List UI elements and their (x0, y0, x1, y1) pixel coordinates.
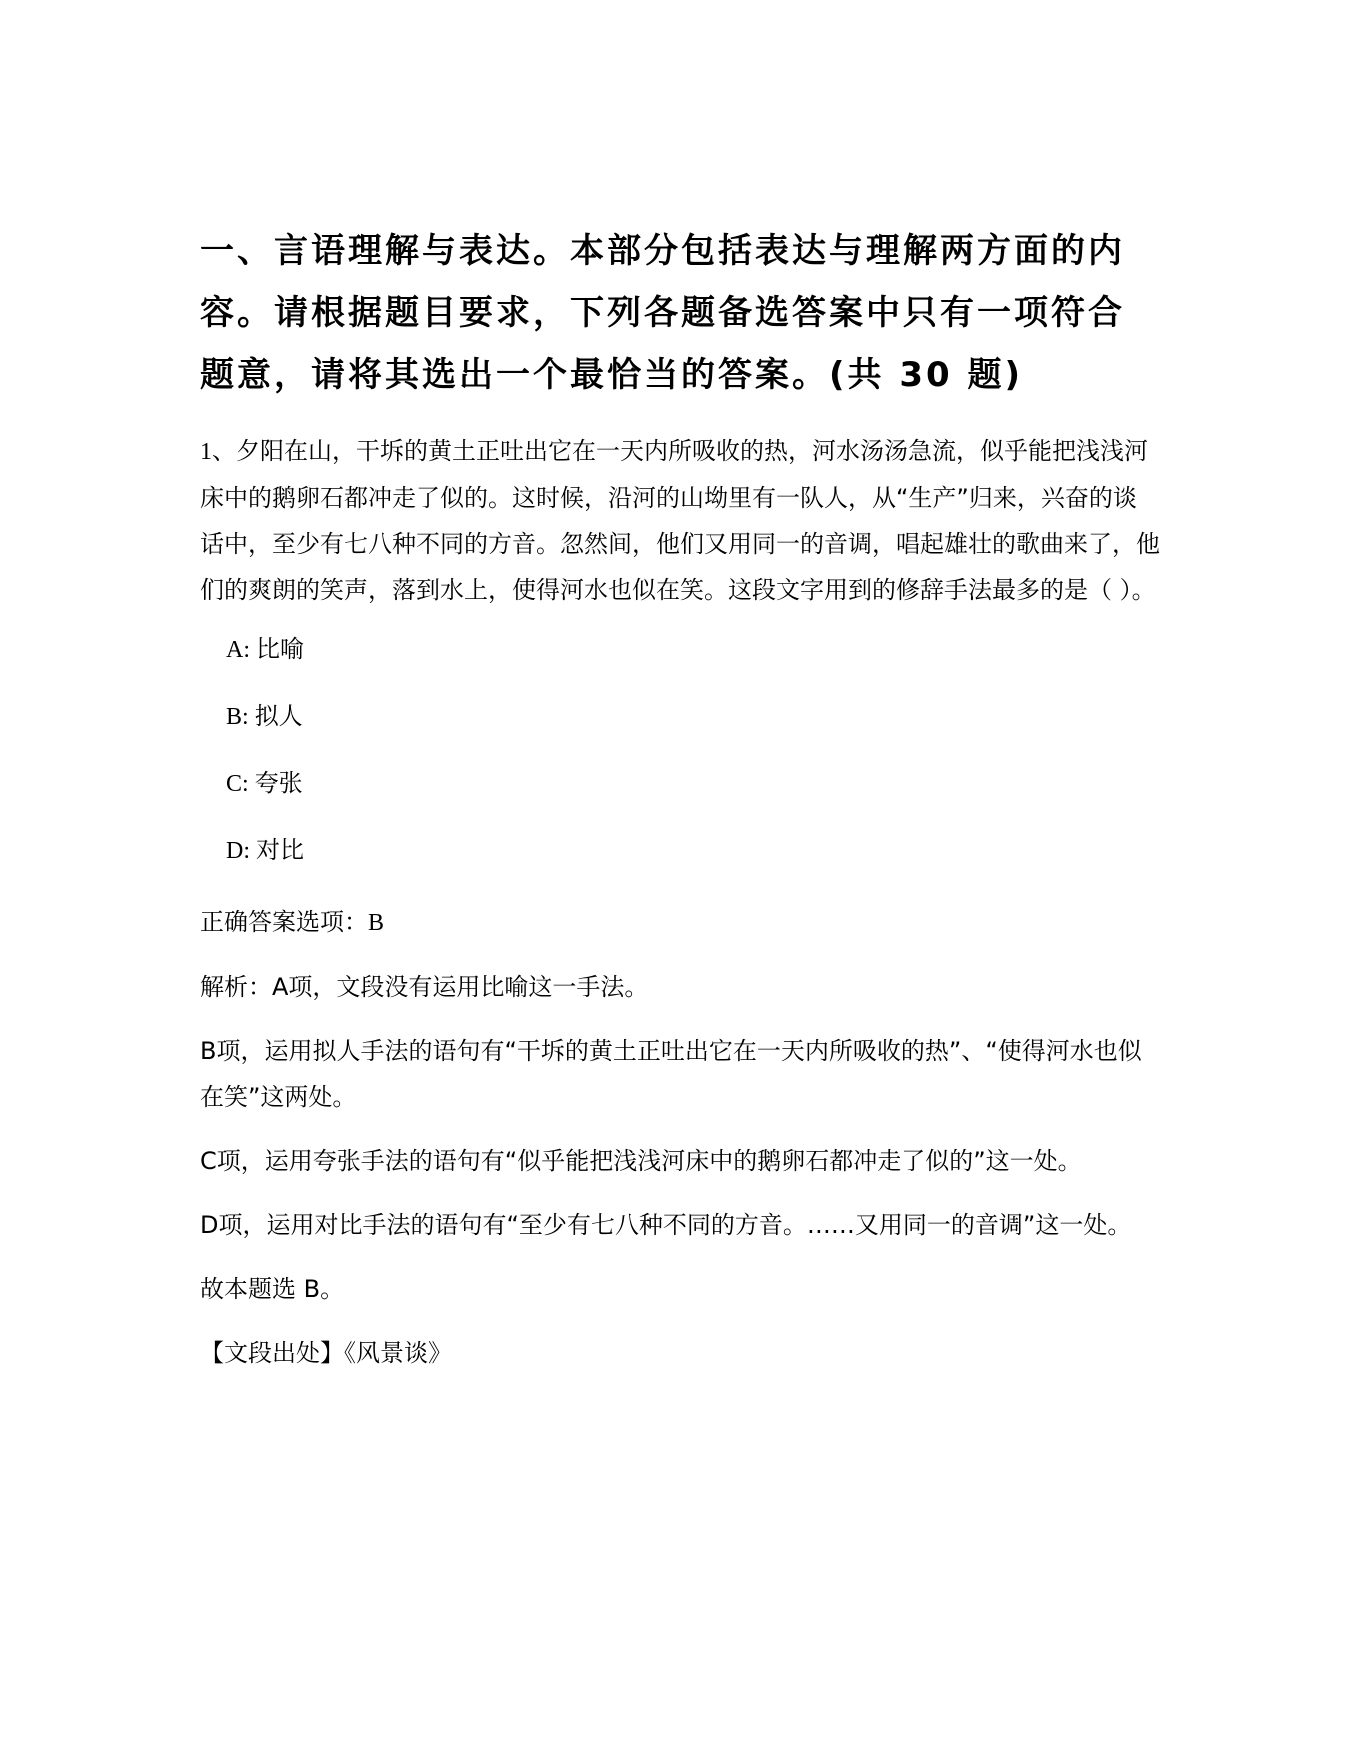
analysis-option-b: B项，运用拟人手法的语句有“干坼的黄土正吐出它在一天内所吸收的热”、“使得河水也似在笑”这两处。 (200, 1037, 1142, 1111)
option-a (226, 631, 1160, 668)
question-number: 1、 (200, 439, 236, 465)
analysis-intro: 解析：A项，文段没有运用比喻这一手法。 (200, 973, 649, 1001)
analysis-conclusion: 故本题选 B。 (200, 1275, 345, 1303)
option-b (226, 698, 1160, 735)
section-title: 一、言语理解与表达。本部分包括表达与理解两方面的内容。请根据题目要求，下列各题备选答案中只有一项符合题意，请将其选出一个最恰当的答案。(共 30 题) (200, 231, 1125, 395)
option-letter: A (226, 637, 244, 663)
option-letter: C (226, 771, 243, 797)
option-d (226, 832, 1160, 869)
option-text: 拟人 (254, 702, 303, 730)
option-text: 夸张 (254, 769, 303, 797)
page-content (200, 220, 1160, 1394)
correct-answer-label: 正确答案选项： (200, 908, 368, 936)
option-letter: B (226, 704, 243, 730)
option-text: 对比 (256, 836, 305, 864)
option-separator: : (243, 838, 257, 864)
passage-source: 【文段出处】《风景谈》 (200, 1339, 452, 1367)
option-separator: : (242, 704, 255, 730)
option-separator: : (242, 771, 255, 797)
analysis-option-c: C项，运用夸张手法的语句有“似乎能把浅浅河床中的鹅卵石都冲走了似的”这一处。 (200, 1147, 1082, 1175)
correct-answer-value: B (368, 910, 385, 936)
question-text: 夕阳在山，干坼的黄土正吐出它在一天内所吸收的热，河水汤汤急流，似乎能把浅浅河床中的鹅卵石都冲走了似的。这时候，沿河的山坳里有一队人，从“生产”归来，兴奋的谈话中，至少有七八种不同的方音。忽然间，他们又用同一的音调，唱起雄壮的歌曲来了，他们的爽朗的笑声，落到水上，使得河水也似在笑。这段文字用到的修辞手法最多的是（ ）。 (200, 437, 1160, 604)
analysis-option-d: D项，运用对比手法的语句有“至少有七八种不同的方音。……又用同一的音调”这一处。 (200, 1211, 1132, 1239)
answer-options (200, 631, 1160, 869)
option-text: 比喻 (256, 635, 305, 663)
option-c (226, 765, 1160, 802)
option-letter: D (226, 838, 244, 864)
option-separator: : (243, 637, 257, 663)
question-stem (200, 428, 1160, 613)
correct-answer (200, 899, 1160, 946)
